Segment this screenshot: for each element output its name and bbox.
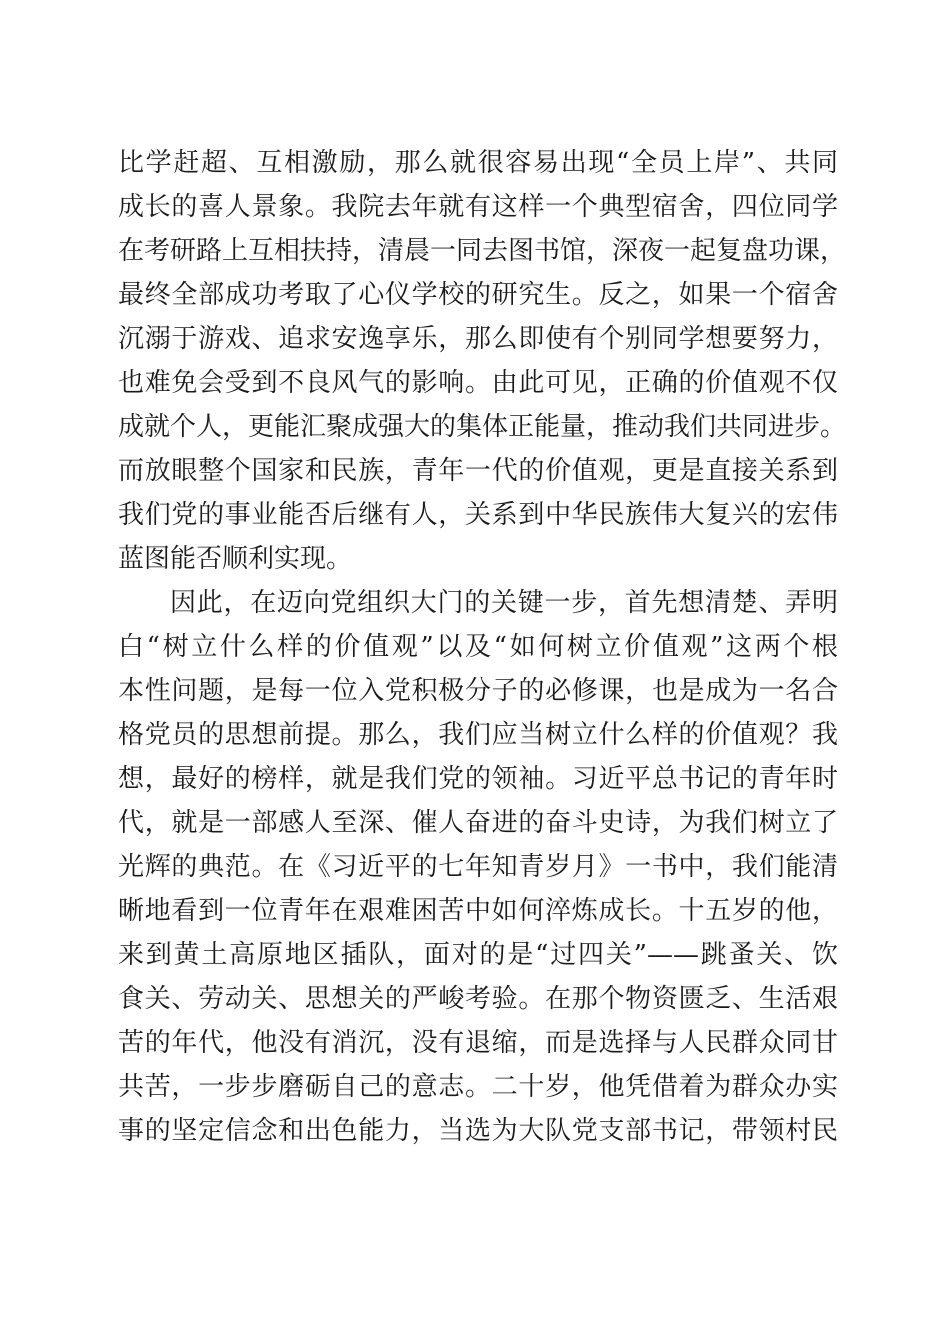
text-line: 成长的喜人景象。我院去年就有这样一个典型宿舍，四位同学 xyxy=(118,192,838,222)
text-line: 苦的年代，他没有消沉，没有退缩，而是选择与人民群众同甘 xyxy=(118,1028,838,1058)
text-line: 光辉的典范。在《习近平的七年知青岁月》一书中，我们能清 xyxy=(118,852,838,882)
paragraph-start-line: 因此，在迈向党组织大门的关键一步，首先想清楚、弄明 xyxy=(170,588,838,618)
text-line: 代，就是一部感人至深、催人奋进的奋斗史诗，为我们树立了 xyxy=(118,808,838,838)
paragraph-end-line: 蓝图能否顺利实现。 xyxy=(118,544,353,574)
text-line: 成就个人，更能汇聚成强大的集体正能量，推动我们共同进步。 xyxy=(118,412,847,442)
body-text xyxy=(118,141,847,1153)
text-line: 最终全部成功考取了心仪学校的研究生。反之，如果一个宿舍 xyxy=(118,280,838,310)
text-line: 在考研路上互相扶持，清晨一同去图书馆，深夜一起复盘功课， xyxy=(118,236,847,266)
text-line: 本性问题，是每一位入党积极分子的必修课，也是成为一名合 xyxy=(118,676,838,706)
text-line: 比学赶超、互相激励，那么就很容易出现“全员上岸”、共同 xyxy=(118,148,838,178)
text-line: 也难免会受到不良风气的影响。由此可见，正确的价值观不仅 xyxy=(118,368,838,398)
text-line: 格党员的思想前提。那么，我们应当树立什么样的价值观？我 xyxy=(118,720,838,750)
text-line: 想，最好的榜样，就是我们党的领袖。习近平总书记的青年时 xyxy=(118,764,838,794)
text-line: 沉溺于游戏、追求安逸享乐，那么即使有个别同学想要努力， xyxy=(118,324,838,354)
text-line: 共苦，一步步磨砺自己的意志。二十岁，他凭借着为群众办实 xyxy=(118,1072,838,1102)
text-line: 我们党的事业能否后继有人，关系到中华民族伟大复兴的宏伟 xyxy=(118,500,838,530)
text-line: 白“树立什么样的价值观”以及“如何树立价值观”这两个根 xyxy=(118,632,838,662)
text-line: 事的坚定信念和出色能力，当选为大队党支部书记，带领村民 xyxy=(118,1116,838,1146)
text-line: 而放眼整个国家和民族，青年一代的价值观，更是直接关系到 xyxy=(118,456,838,486)
text-line: 晰地看到一位青年在艰难困苦中如何淬炼成长。十五岁的他， xyxy=(118,896,838,926)
text-line: 来到黄土高原地区插队，面对的是“过四关”——跳蚤关、饮 xyxy=(118,940,838,970)
text-line: 食关、劳动关、思想关的严峻考验。在那个物资匮乏、生活艰 xyxy=(118,984,838,1014)
